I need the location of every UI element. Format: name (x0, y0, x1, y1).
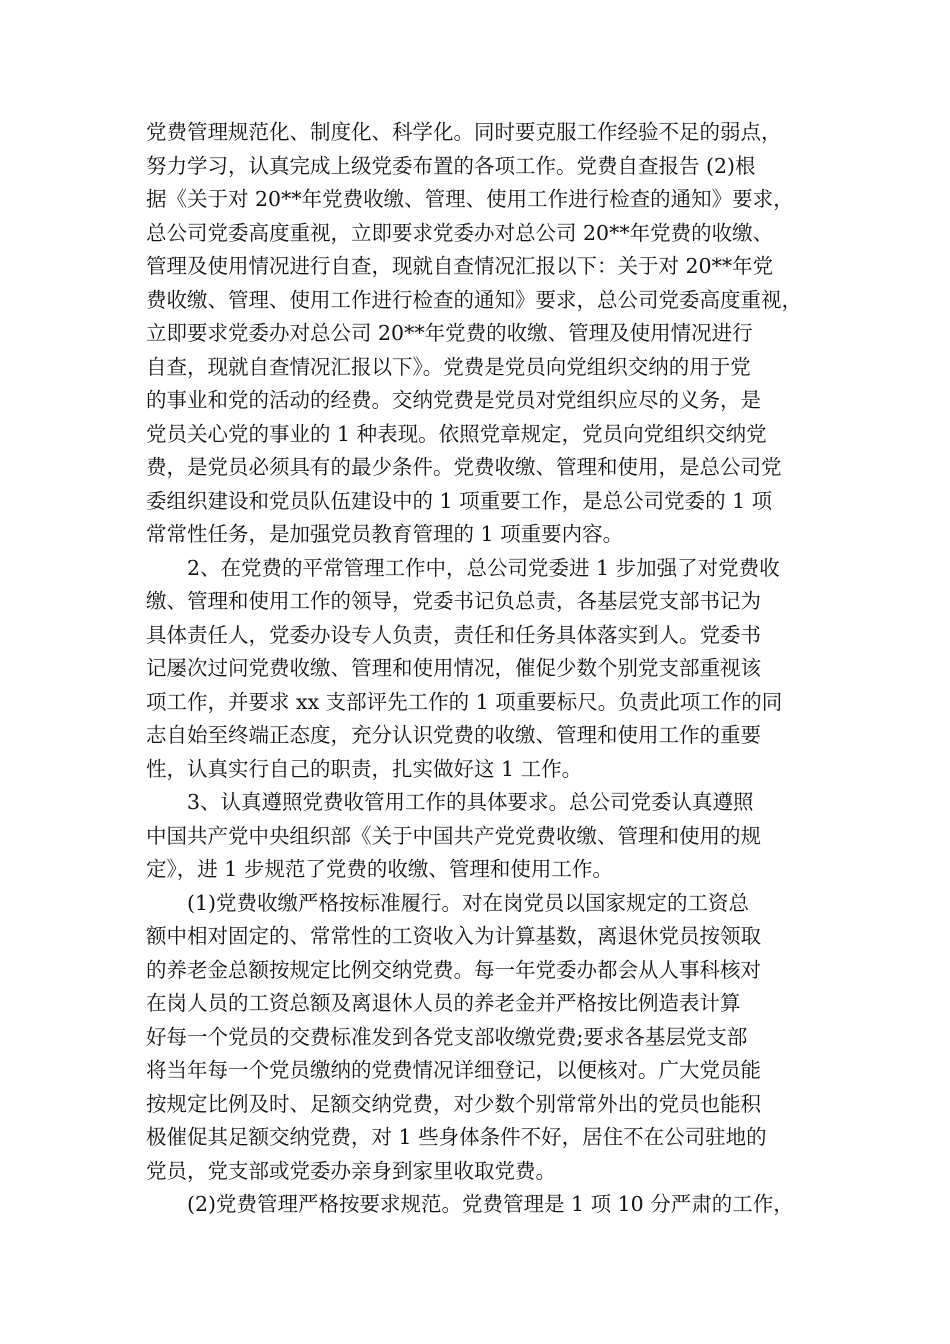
text-line: 党员关心党的事业的 1 种表现。依照党章规定，党员向党组织交纳党 (146, 421, 767, 446)
text-line: 额中相对固定的、常常性的工资收入为计算基数，离退休党员按领取 (146, 924, 761, 948)
text-line: 的事业和党的活动的经费。交纳党费是党员对党组织应尽的义务，是 (146, 388, 761, 412)
text-line: 据《关于对 20**年党费收缴、管理、使用工作进行检查的通知》要求， (146, 187, 794, 211)
text-line: 将当年每一个党员缴纳的党费情况详细登记，以便核对。广大党员能 (146, 1058, 761, 1082)
text-line: 的养老金总额按规定比例交纳党费。每一年党委办都会从人事科核对 (146, 957, 761, 982)
text-line: 委组织建设和党员队伍建设中的 1 项重要工作，是总公司党委的 1 项 (146, 488, 773, 513)
text-line: 总公司党委高度重视，立即要求党委办对总公司 20**年党费的收缴、 (146, 220, 774, 245)
text-line: 党员，党支部或党委办亲身到家里收取党费。 (146, 1158, 556, 1183)
text-line: 常常性任务，是加强党员教育管理的 1 项重要内容。 (146, 522, 624, 546)
text-line: 2、在党费的平常管理工作中，总公司党委进 1 步加强了对党费收 (187, 555, 780, 580)
text-line: 3、认真遵照党费收管用工作的具体要求。总公司党委认真遵照 (187, 790, 754, 814)
text-line: 费，是党员必须具有的最少条件。党费收缴、管理和使用，是总公司党 (146, 455, 782, 479)
text-line: 记屡次过问党费收缴、管理和使用情况，催促少数个别党支部重视该 (146, 656, 761, 680)
text-line: 性，认真实行自己的职责，扎实做好这 1 工作。 (146, 756, 583, 781)
text-line: 缴、管理和使用工作的领导，党委书记负总责，各基层党支部书记为 (146, 589, 761, 613)
text-line: (2)党费管理严格按要求规范。党费管理是 1 项 10 分严肃的工作， (187, 1192, 794, 1216)
text-line: 自查，现就自查情况汇报以下》。党费是党员向党组织交纳的用于党 (146, 354, 751, 379)
text-line: 党费管理规范化、制度化、科学化。同时要克服工作经验不足的弱点， (146, 120, 782, 144)
text-line: 在岗人员的工资总额及离退休人员的养老金并严格按比例造表计算 (146, 991, 741, 1015)
document-body (146, 116, 822, 1222)
text-line: 项工作，并要求 xx 支部评先工作的 1 项重要标尺。负责此项工作的同 (146, 689, 783, 714)
text-line: 管理及使用情况进行自查，现就自查情况汇报以下：关于对 20**年党 (146, 254, 774, 278)
text-line: 定》，进 1 步规范了党费的收缴、管理和使用工作。 (146, 857, 613, 881)
text-line: 中国共产党中央组织部《关于中国共产党党费收缴、管理和使用的规 (146, 823, 761, 848)
text-line: 具体责任人，党委办设专人负责，责任和任务具体落实到人。党委书 (146, 622, 761, 647)
text-line: 好每一个党员的交费标准发到各党支部收缴党费;要求各基层党支部 (146, 1024, 748, 1049)
text-line: 立即要求党委办对总公司 20**年党费的收缴、管理及使用情况进行 (146, 321, 753, 345)
text-line: (1)党费收缴严格按标准履行。对在岗党员以国家规定的工资总 (187, 890, 750, 915)
text-line: 按规定比例及时、足额交纳党费，对少数个别常常外出的党员也能积 (146, 1091, 761, 1116)
text-line: 努力学习，认真完成上级党委布置的各项工作。党费自查报告 (2)根 (146, 153, 756, 178)
text-line: 极催促其足额交纳党费，对 1 些身体条件不好，居住不在公司驻地的 (146, 1125, 767, 1149)
text-line: 志自始至终端正态度，充分认识党费的收缴、管理和使用工作的重要 (146, 723, 761, 747)
text-line: 费收缴、管理、使用工作进行检查的通知》要求，总公司党委高度重视， (146, 287, 802, 312)
